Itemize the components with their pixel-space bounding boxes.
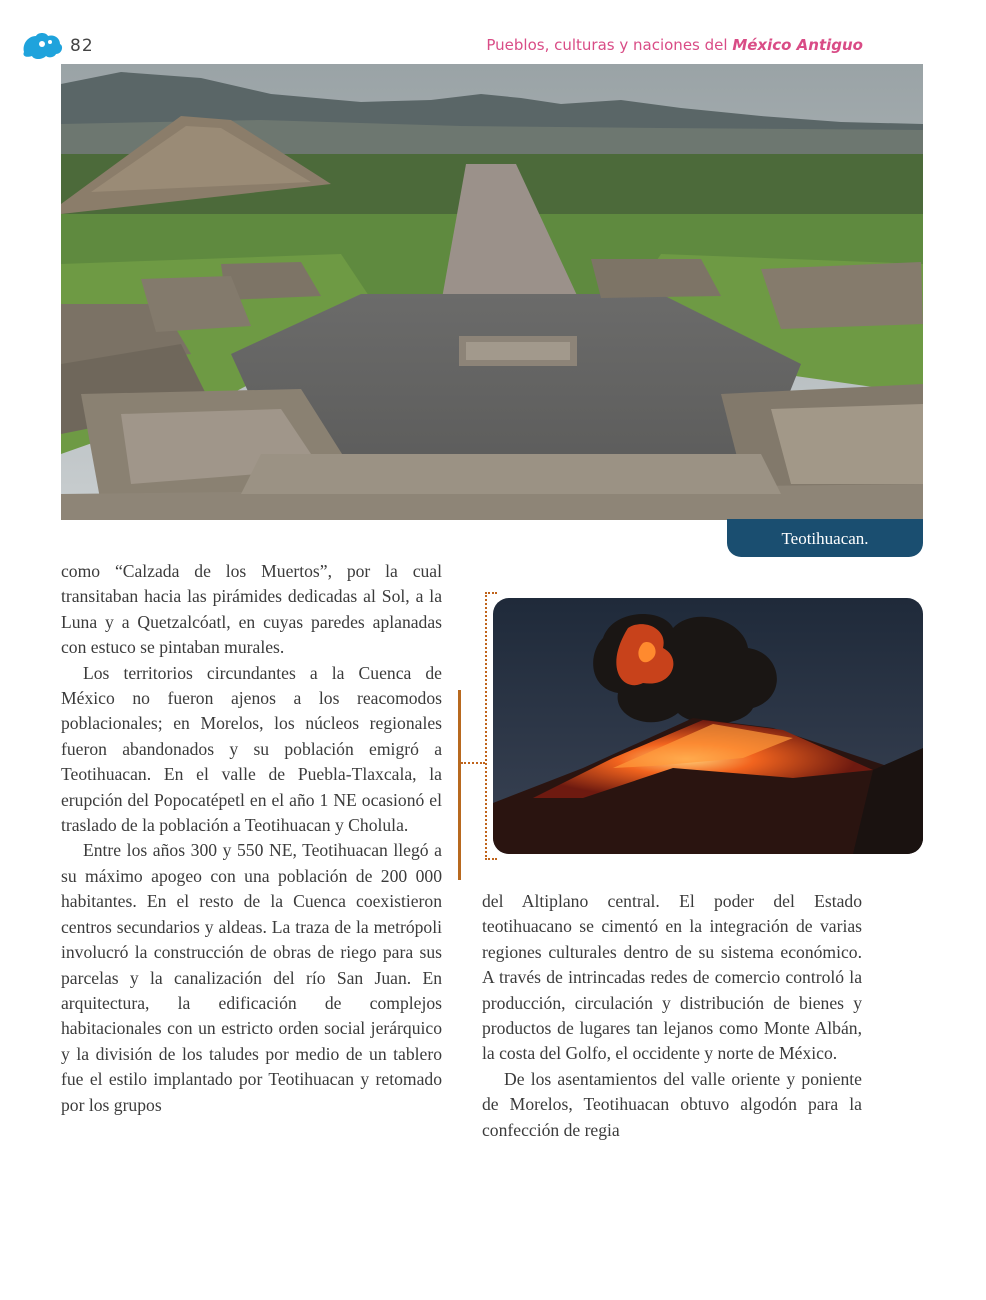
photo-caption: Teotihuacan. [727, 519, 923, 557]
reference-bracket-line [458, 690, 461, 880]
paragraph: del Altiplano central. El poder del Estado teotihuacano se cimentó en la integración de varias regiones culturales dentro de su sistema económico. A través de intrincadas redes de comercio controló la producción, circulación y distribución de bienes y productos de lugares tan lejanos como Monte Albán, la costa del Golfo, el occidente y norte de México. [482, 891, 862, 1064]
left-text-column [61, 559, 442, 1118]
paragraph: De los asentamientos del valle oriente y poniente de Morelos, Teotihuacan obtuvo algodón para la confección de regia [482, 1068, 862, 1140]
dotted-bracket [485, 592, 487, 860]
publisher-logo-icon [20, 30, 64, 62]
right-text-column [482, 889, 862, 1143]
paragraph: Los territorios circundantes a la Cuenca de México no fueron ajenos a los reacomodos poblacionales; en Morelos, los núcleos regionales fueron abandonados y su población emigró a Teotihuacan. En el valle de Puebla-Tlaxcala, la erupción del Popocatépetl en el año 1 NE ocasionó el traslado de la población a Teotihuacan y Cholula. [61, 662, 442, 836]
running-title [486, 36, 863, 54]
running-title-emphasis: México Antiguo [732, 36, 863, 54]
dotted-connector [461, 762, 485, 764]
paragraph: Entre los años 300 y 550 NE, Teotihuacan llegó a su máximo apogeo con una población de 200 000 habitantes. En el resto de la Cuenca coexistieron centros secundarios y aldeas. La traza de la metrópoli involucró la construcción de obras de riego para sus parcelas y la canalización del río San Juan. En arquitectura, la edificación de complejos habitacionales con un estricto orden social jerárquico y la división de los taludes por medio de un tablero fue el estilo implantado por Teotihuacan y retomado por los grupos [61, 840, 442, 1115]
dotted-bracket-top [485, 592, 497, 594]
teotihuacan-photo [61, 64, 923, 520]
dotted-bracket-bottom [485, 858, 497, 860]
paragraph: como “Calzada de los Muertos”, por la cual transitaban hacia las pirámides dedicadas al Sol, a la Luna y a Quetzalcóatl, en cuyas paredes aplanadas con estuco se pintaban murales. [61, 561, 442, 658]
running-title-regular: Pueblos, culturas y naciones del [486, 36, 733, 54]
popocatepetl-eruption-photo [493, 598, 923, 854]
page-number: 82 [70, 36, 94, 56]
